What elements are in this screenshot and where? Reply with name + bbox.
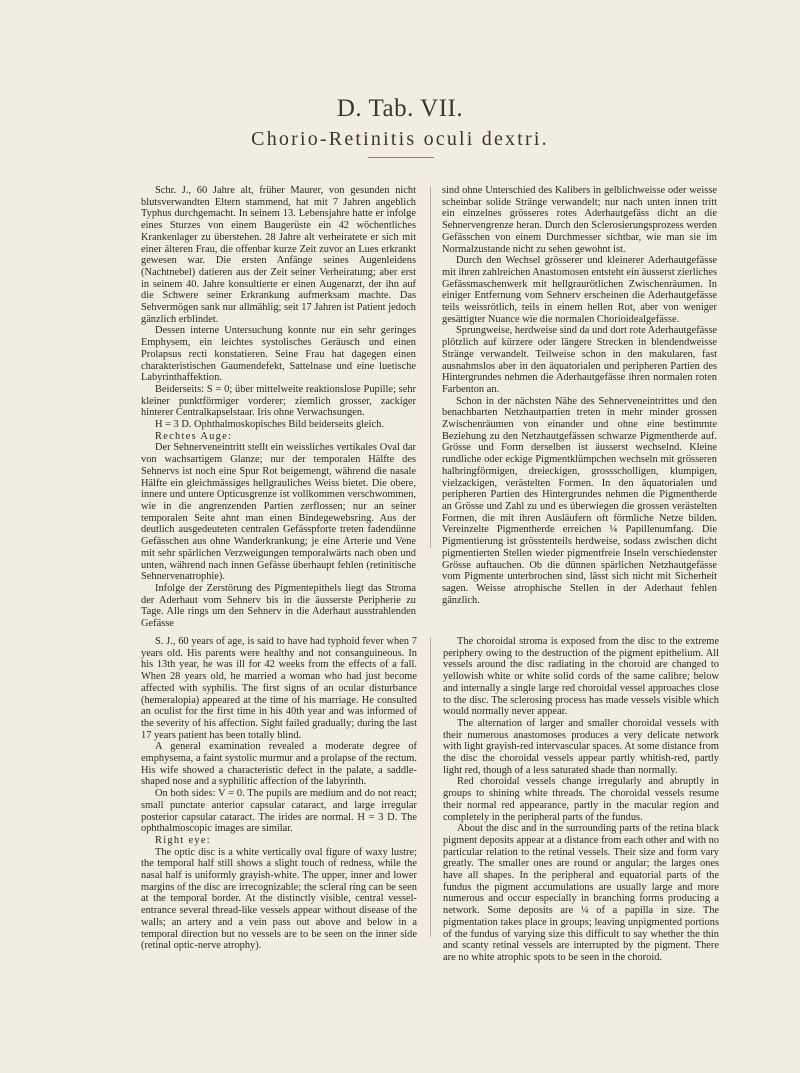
paragraph: Durch den Wechsel grösserer und kleinerer Aderhautgefässe mit ihren zahlreichen Anastomosen entsteht ein äusserst zierliches Gefässmaschenwerk mit hellgraurötlichen Zwischenräumen. In einiger Entfernung vom Sehnerv erscheinen die Aderhautgefässe teils weissrötlich, teils in einem hellen Rot, aber von weniger gesättigter Nuance wie die normalen Chorioidealgefässe. [442,255,717,325]
paragraph: Sprungweise, herdweise sind da und dort rote Aderhautgefässe plötzlich auf kürzere oder längere Strecken in blendendweisse Stränge verwandelt. Teilweise schon in den makularen, fast ausnahmslos aber in den äquatorialen und peripheren Partien des Hintergrundes nehmen die Aderhautgefässe ihren normalen roten Farbenton an. [442,325,717,395]
paragraph: Dessen interne Untersuchung konnte nur ein sehr geringes Emphysem, ein leichtes systolisches Geräusch und einen Prolapsus recti konstatieren. Seine Frau hat dagegen einen charakteristischen Gaumendefekt, Sattelnase und eine luetische Labyrinthaffektion. [141,325,416,384]
paragraph: Schon in der nächsten Nähe des Sehnerveneintrittes und den benachbarten Netzhautpartien treten in mehr minder grossen Zwischenräumen von einander und ohne eine bestimmte Beziehung zu den Netzhautgefässen schwarze Pigmentherde auf. Grösse und Form derselben ist äusserst wechselnd. Kleine rundliche oder eckige Pigmentklümpchen wechseln mit grösseren halbringförmigen, dreieckigen, grossschollígen, klumpigen, vielzackigen, verästelten Formen. In den äquatorialen und peripheren Partien des Hintergrundes nehmen die Pigmentherde an Grösse und Zahl zu und es überwiegen die grossen verästelten Formen, die mit ihren Ausläufern oft förmliche Netze bilden. Vereinzelte Pigmentherde erreichen ¼ Papillenumfang. Die Pigmentierung ist grösstenteils herdweise, sodass zwischen dicht pigmentierten Stellen wieder pigmentfreie Inseln verschiedenster Grösse auftauchen. Ob die dünnen spärlichen Netzhautgefässe vom Pigmente unterbrochen sind, lässt sich nicht mit Sicherheit sagen. Weisse atrophische Stellen in der Aderhaut fehlen gänzlich. [442,395,717,606]
paragraph: H = 3 D. Ophthalmoskopisches Bild beiderseits gleich. [155,419,384,431]
english-left-column [141,636,417,952]
paragraph: On both sides: V = 0. The pupils are medium and do not react; small punctate anterior capsular cataract, and large irregular posterior capsular cataract. The irides are normal. H = 3 D. The ophthalmoscopic images are similar. [141,788,417,835]
paragraph: Der Sehnerveneintritt stellt ein weissliches vertikales Oval dar von wachsartigem Glanze; nur der temporalen Hälfte des Sehnervs ist noch eine Spur Rot beigemengt, während die nasale Hälfte ein gleichmässiges hellgrauliches Weiss bietet. Die obere, innere und untere Opticusgrenze ist vollkommen verschwommen, wie in die angrenzenden Partien zerflossen; nur an seiner temporalen Seite ahnt man einen Bindegewebsring. Aus der deutlich ausgedeuteten centralen Gefässpforte treten fadendünne Gefässchen aus ohne Wanderkrankung; je eine Arterie und Vene mit sehr spärlichen Verzweigungen temporalwärts nach oben und unten, während nach innen Gefässe überhaupt fehlen (retinitische Sehnervenatrophie). [141,442,416,583]
paragraph: The alternation of larger and smaller choroidal vessels with their numerous anastomoses produces a very delicate network with light grayish-red intervascular spaces. At some distance from the disc the choroidal vessels appear partly whitish-red, partly light red, though of a less saturated shade than normally. [443,717,719,776]
english-column-divider [430,637,431,937]
paragraph: S. J., 60 years of age, is said to have had typhoid fever when 7 years old. His parents were healthy and not consanguineous. In his 13th year, he was ill for 42 weeks from the effects of a fall. When 28 years old, he married a woman who had just become affected with syphilis. The first signs of an ocular disturbance (hemeralopia) appeared at the time of his marriage. He consulted an oculist for the first time in his 40th year and was informed of the severity of his affection. Sight failed gradually; during the last 17 years patient has been totally blind. [141,636,417,741]
paragraph: A general examination revealed a moderate degree of emphysema, a faint systolic murmur and a prolapse of the rectum. His wife showed a characteristic defect in the palate, a saddle-shaped nose and a syphilitic affection of the labyrinth. [141,741,417,788]
paragraph: Beiderseits: S = 0; über mittelweite reaktionslose Pupille; sehr kleiner punktförmiger vorderer; ziemlich grosser, zackiger hinterer Centralkapselstaar. Iris ohne Verwachsungen. [141,383,416,419]
paragraph: The choroidal stroma is exposed from the disc to the extreme periphery owing to the destruction of the pigment epithelium. All vessels around the disc radiating in the choroid are changed to yellowish white or white solid cords of the same calibre; below and internally a single large red choroidal vessel approaches close to the disc. The sclerosing process has made vessels visible which would normally never appear. [443,636,719,718]
plate-title: Chorio-Retinitis oculi dextri. [251,128,549,150]
title-divider [368,157,434,158]
english-right-column [443,636,719,964]
german-column-divider [430,186,431,548]
german-right-column [442,185,717,606]
paragraph: Schr. J., 60 Jahre alt, früher Maurer, von gesunden nicht blutsverwandten Eltern stammend, hat mit 7 Jahren angeblich Typhus durchgemacht. In seinem 13. Lebensjahre hatte er infolge eines Sturzes von einem Baugerüste ein 42 wöchentliches Krankenlager zu überstehen. 28 Jahre alt verheiratete er sich mit einer älteren Frau, die offenbar kurze Zeit zuvor an Lues erkrankt gewesen war. Die ersten Anfänge seines Augenleidens (Nachtnebel) datieren aus der Zeit seiner Verheiratung; aber erst in seinem 40. Jahre konsultierte er einen Augenarzt, der ihn auf die Schwere seiner Erkrankung aufmerksam machte. Das Sehvermögen sank nur allmählig; seit 17 Jahren ist Patient jedoch gänzlich erblindet. [141,185,416,325]
paragraph: sind ohne Unterschied des Kalibers in gelblichweisse oder weisse scheinbar solide Stränge verwandelt; nur nach unten innen tritt ein einzelnes grösseres rotes Aderhautgefäss dicht an die Sehnervengrenze heran. Durch den Sclerosierungsprozess werden Gefässchen von einem Durchmesser sichtbar, wie man sie im Normalzustande nicht zu sehen gewohnt ist. [442,185,717,255]
paragraph: About the disc and in the surrounding parts of the retina black pigment deposits appear at a distance from each other and with no particular relation to the retinal vessels. Their size and form vary greatly. The smaller ones are round or angular; the larges ones have all shapes. In the peripheral and equatorial parts of the fundus the pigment accumulations are usually large and more numerous and occur especially in branching forms producing a network. Some deposits are ¼ of a papilla in size. The pigmentation takes place in groups; leaving unpigmented portions of the fundus of varying size this difficult to say whether the thin and scanty retinal vessels are interrupted by the pigment. There are no white atrophic spots to be seen in the choroid. [443,823,719,963]
section-heading: Rechtes Auge: [155,430,233,442]
plate-label: D. Tab. VII. [336,95,464,122]
paragraph: The optic disc is a white vertically oval figure of waxy lustre; the temporal half still shows a slight touch of redness, while the nasal half is uniformly grayish-white. The upper, inner and lower margins of the disc are irrecognizable; the scleral ring can be seen at the temporal border. At the distinctly visible, central vessel-entrance several thread-like vessels appear without disease of the walls; an artery and a vein pass out above and below in a temporal direction but no vessels are to be seen on the inner side (retinal optic-nerve atrophy). [141,846,417,952]
paragraph: Red choroidal vessels change irregularly and abruptly in groups to shining white threads. The choroidal vessels resume their normal red appearance, partly in the macular region and completely in the peripheral parts of the fundus. [443,776,719,823]
german-left-column [141,185,416,630]
section-heading: Right eye: [155,834,211,846]
paragraph: Infolge der Zerstörung des Pigmentepithels liegt das Stroma der Aderhaut vom Sehnerv bis in die äusserste Peripherie zu Tage. Alle rings um den Sehnerv in die Aderhaut ausstrahlenden Gefässe [141,582,416,630]
